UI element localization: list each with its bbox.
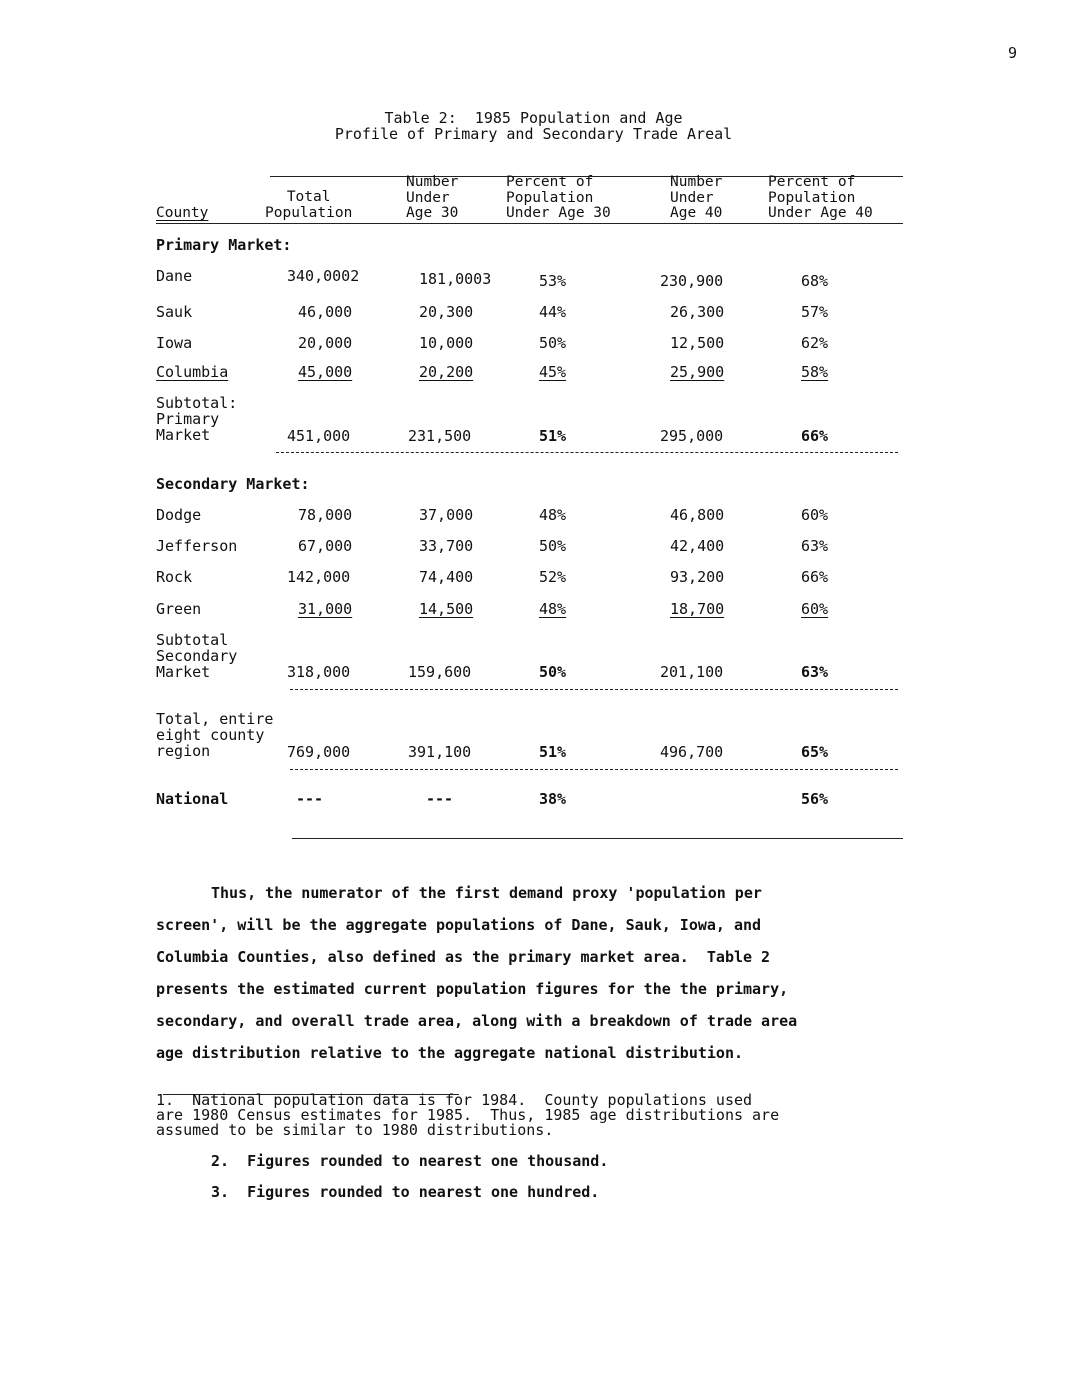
number-under-40: 25,900 xyxy=(670,363,725,381)
total-population: 45,000 xyxy=(298,363,353,381)
percent-under-40: 66% xyxy=(801,427,829,445)
header-number-under-40: Number Under Age 40 xyxy=(670,174,723,221)
percent-under-40: 68% xyxy=(801,272,829,290)
paragraph-line: screen', will be the aggregate populations of Dane, Sauk, Iowa, and xyxy=(156,916,762,934)
total-population: 318,000 xyxy=(287,663,351,681)
number-under-40: 201,100 xyxy=(660,663,724,681)
header-county: County xyxy=(156,205,209,221)
number-under-30: 33,700 xyxy=(419,537,474,555)
percent-under-30: 45% xyxy=(539,363,567,381)
county-name: Dane xyxy=(156,267,193,285)
percent-under-40: 60% xyxy=(801,506,829,524)
number-under-30: 231,500 xyxy=(408,427,472,445)
total-population: 31,000 xyxy=(298,600,353,618)
paragraph-line: Thus, the numerator of the first demand proxy 'population per xyxy=(211,884,762,902)
number-under-30: 20,300 xyxy=(419,303,474,321)
total-population: 78,000 xyxy=(298,506,353,524)
number-under-40: 93,200 xyxy=(670,568,725,586)
paragraph-line: presents the estimated current population figures for the the primary, xyxy=(156,980,789,998)
percent-under-40: 65% xyxy=(801,743,829,761)
percent-under-30: 48% xyxy=(539,506,567,524)
percent-under-40: 62% xyxy=(801,334,829,352)
secondary-subtotal-dashed-rule xyxy=(290,689,898,690)
percent-under-40: 63% xyxy=(801,663,829,681)
county-name: Jefferson xyxy=(156,537,238,555)
total-population: 20,000 xyxy=(298,334,353,352)
number-under-30: 20,200 xyxy=(419,363,474,381)
header-percent-under-40: Percent of Population Under Age 40 xyxy=(768,174,873,221)
percent-under-40: 60% xyxy=(801,600,829,618)
percent-under-30: 51% xyxy=(539,427,567,445)
number-under-40: 230,900 xyxy=(660,272,724,290)
subtotal-label: Subtotal Secondary Market xyxy=(156,631,238,681)
number-under-30: 181,0003 xyxy=(419,270,492,288)
number-under-30: 37,000 xyxy=(419,506,474,524)
percent-under-30: 48% xyxy=(539,600,567,618)
number-under-40: 496,700 xyxy=(660,743,724,761)
footnote-1: 1. National population data is for 1984. County populations used are 1980 Census estimates for 1985. Thus, 1985 age distributions are assumed to be similar to 1980 distributions. xyxy=(156,1091,780,1139)
percent-under-30: 50% xyxy=(539,537,567,555)
total-population: 142,000 xyxy=(287,568,351,586)
paragraph-line: secondary, and overall trade area, along with a breakdown of trade area xyxy=(156,1012,798,1030)
paragraph-line: Columbia Counties, also defined as the primary market area. Table 2 xyxy=(156,948,771,966)
percent-under-30: 50% xyxy=(539,334,567,352)
number-under-40: 26,300 xyxy=(670,303,725,321)
number-under-30: --- xyxy=(426,790,454,808)
percent-under-30: 50% xyxy=(539,663,567,681)
secondary-market-label: Secondary Market: xyxy=(156,475,310,493)
total-label: Total, entire eight county region xyxy=(156,710,274,760)
primary-market-label: Primary Market: xyxy=(156,236,292,254)
number-under-30: 74,400 xyxy=(419,568,474,586)
header-bottom-rule xyxy=(156,223,903,224)
county-name: Sauk xyxy=(156,303,193,321)
number-under-40: 18,700 xyxy=(670,600,725,618)
total-dashed-rule xyxy=(290,769,898,770)
percent-under-40: 66% xyxy=(801,568,829,586)
county-name: Green xyxy=(156,600,202,618)
percent-under-30: 38% xyxy=(539,790,567,808)
number-under-30: 14,500 xyxy=(419,600,474,618)
percent-under-40: 56% xyxy=(801,790,829,808)
number-under-30: 159,600 xyxy=(408,663,472,681)
table-bottom-rule xyxy=(292,838,903,839)
table-title-line-2: Profile of Primary and Secondary Trade Areal xyxy=(334,125,733,143)
total-population: 769,000 xyxy=(287,743,351,761)
percent-under-30: 53% xyxy=(539,272,567,290)
table-title-line-1: Table 2: 1985 Population and Age xyxy=(384,109,683,127)
total-population: 451,000 xyxy=(287,427,351,445)
subtotal-label: Subtotal: Primary Market xyxy=(156,394,238,444)
total-population: 67,000 xyxy=(298,537,353,555)
county-name: Iowa xyxy=(156,334,193,352)
county-name: Rock xyxy=(156,568,193,586)
total-population: --- xyxy=(296,790,324,808)
total-population: 46,000 xyxy=(298,303,353,321)
percent-under-30: 52% xyxy=(539,568,567,586)
county-name: Columbia xyxy=(156,363,229,381)
number-under-40: 42,400 xyxy=(670,537,725,555)
number-under-40: 295,000 xyxy=(660,427,724,445)
county-name: Dodge xyxy=(156,506,202,524)
header-total-population: Total Population xyxy=(265,189,353,221)
percent-under-40: 58% xyxy=(801,363,829,381)
header-percent-under-30: Percent of Population Under Age 30 xyxy=(506,174,611,221)
percent-under-30: 51% xyxy=(539,743,567,761)
header-number-under-30: Number Under Age 30 xyxy=(406,174,459,221)
footnote-3: 3. Figures rounded to nearest one hundred. xyxy=(211,1183,600,1201)
number-under-30: 391,100 xyxy=(408,743,472,761)
total-population: 340,0002 xyxy=(287,267,360,285)
percent-under-40: 57% xyxy=(801,303,829,321)
paragraph-line: age distribution relative to the aggregate national distribution. xyxy=(156,1044,743,1062)
primary-subtotal-dashed-rule xyxy=(276,452,898,453)
percent-under-30: 44% xyxy=(539,303,567,321)
number-under-40: 12,500 xyxy=(670,334,725,352)
page-number: 9 xyxy=(1008,44,1018,62)
number-under-30: 10,000 xyxy=(419,334,474,352)
national-label: National xyxy=(156,790,229,808)
footnote-2: 2. Figures rounded to nearest one thousand. xyxy=(211,1152,609,1170)
number-under-40: 46,800 xyxy=(670,506,725,524)
percent-under-40: 63% xyxy=(801,537,829,555)
